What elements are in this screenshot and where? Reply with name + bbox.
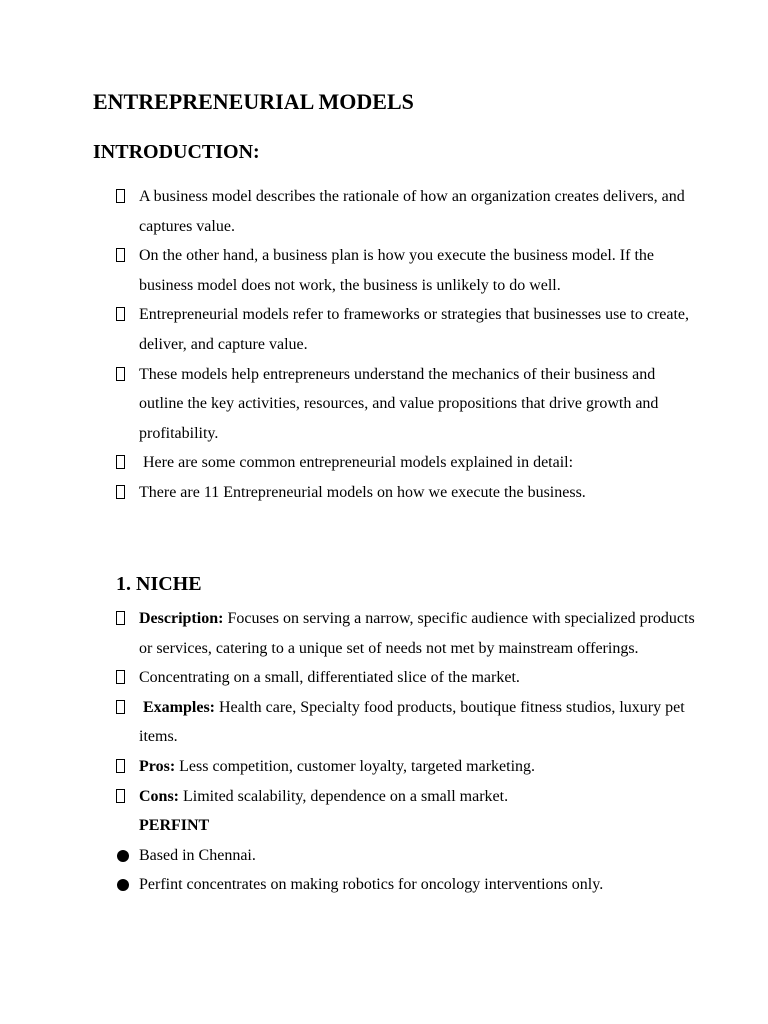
list-item (0, 448, 699, 478)
list-item (0, 693, 699, 752)
list-item-text: Health care, Specialty food products, boutique fitness studios, luxury pet items. (139, 698, 685, 746)
bullet-box-icon (116, 759, 125, 773)
list-item (0, 241, 699, 300)
list-item-text: Limited scalability, dependence on a small market. (179, 787, 509, 805)
introduction-list (0, 182, 768, 508)
list-item (0, 870, 699, 900)
list-item-text: Here are some common entrepreneurial models explained in detail: (143, 454, 574, 472)
bullet-box-icon (116, 670, 125, 684)
introduction-heading: INTRODUCTION: (93, 141, 260, 163)
list-item-label: Examples: (143, 698, 215, 716)
section-heading-niche: 1. NICHE (116, 573, 202, 595)
list-item-text: A business model describes the rationale of how an organization creates delivers, and captures value. (139, 188, 685, 235)
list-item (0, 300, 699, 359)
list-item (0, 604, 699, 663)
list-item-text: Entrepreneurial models refer to frameworks or strategies that businesses use to create, deliver, and capture value. (139, 306, 690, 353)
list-item (0, 663, 699, 693)
list-item-label: Description: (139, 610, 224, 627)
list-item (0, 841, 699, 871)
list-item-text: Focuses on serving a narrow, specific audience with specialized products or services, catering to a unique set of needs not met by mainstream offerings. (139, 610, 695, 657)
list-item (0, 782, 699, 812)
bullet-dot-icon (117, 879, 129, 891)
list-item-text: Perfint concentrates on making robotics for oncology interventions only. (139, 876, 604, 894)
bullet-box-icon (116, 248, 125, 262)
list-item-label: Cons: (139, 787, 180, 805)
bullet-box-icon (116, 611, 125, 625)
bullet-box-icon (116, 485, 125, 499)
bullet-box-icon (116, 189, 125, 203)
list-item (0, 478, 699, 508)
bullet-box-icon (116, 455, 125, 469)
list-item (0, 752, 699, 782)
list-item-text: These models help entrepreneurs understand the mechanics of their business and outline the key activities, resources, and value propositions that drive growth and profitability. (139, 365, 659, 442)
list-item-text: On the other hand, a business plan is how you execute the business model. If the business model does not work, the business is unlikely to do well. (139, 247, 654, 294)
list-item-text: There are 11 Entrepreneurial models on how we execute the business. (139, 483, 586, 501)
niche-list (0, 604, 768, 900)
bullet-box-icon (116, 307, 125, 321)
bullet-box-icon (116, 700, 125, 714)
list-item (0, 360, 699, 449)
bullet-dot-icon (117, 850, 129, 862)
bullet-box-icon (116, 367, 125, 381)
example-company-name: PERFINT (139, 817, 210, 835)
list-item-label: Pros: (139, 757, 176, 775)
list-item-text: Concentrating on a small, differentiated slice of the market. (139, 669, 520, 687)
bullet-box-icon (116, 789, 125, 803)
list-item-text: Less competition, customer loyalty, targeted marketing. (175, 757, 536, 775)
document-title: ENTREPRENEURIAL MODELS (93, 89, 414, 114)
list-item (0, 182, 699, 241)
list-item-text: Based in Chennai. (139, 846, 256, 864)
